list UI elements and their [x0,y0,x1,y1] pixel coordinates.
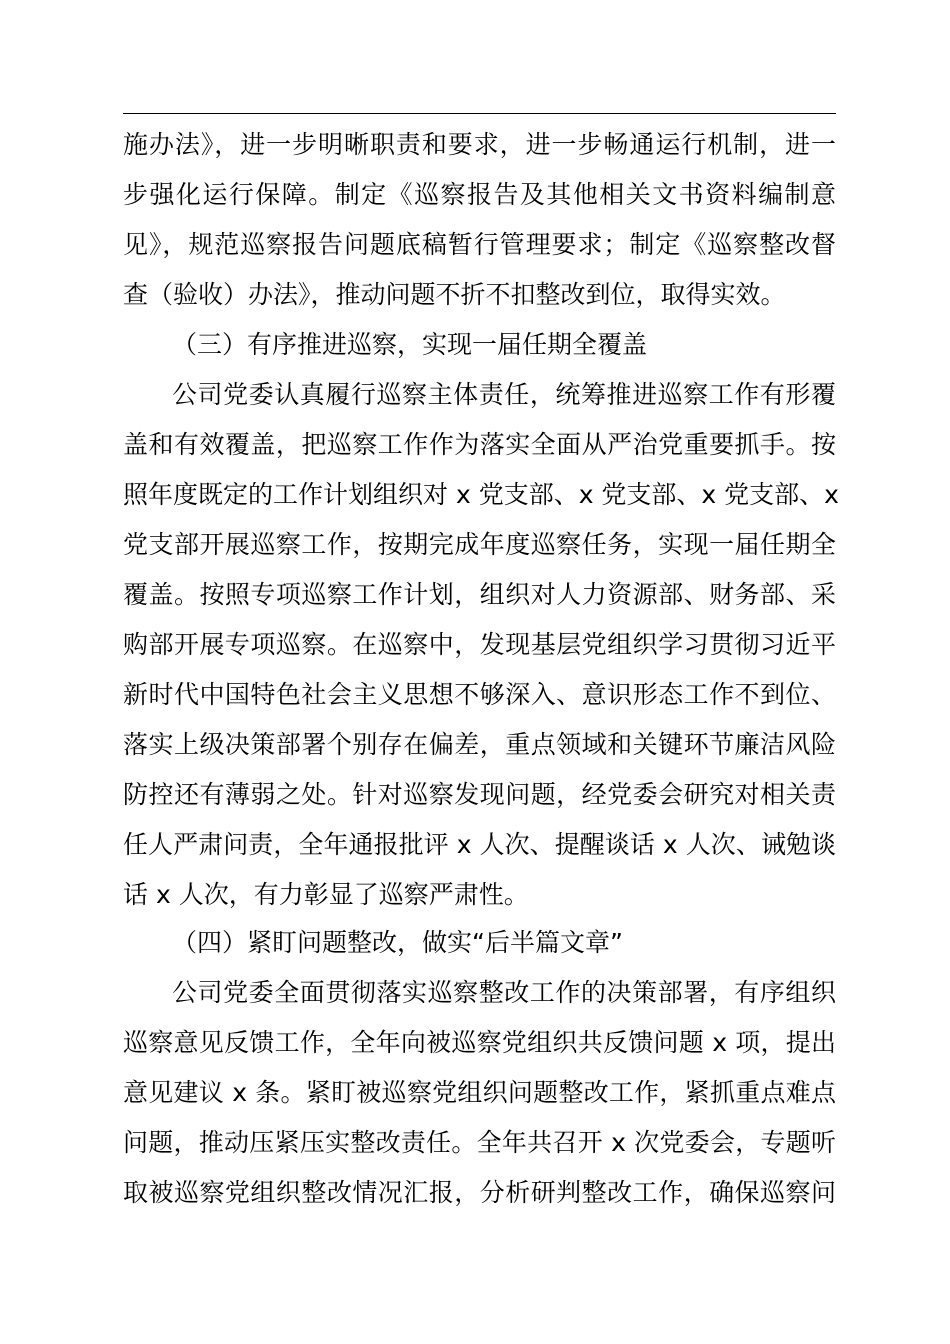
text-line: 任人严肃问责，全年通报批评 x 人次、提醒谈话 x 人次、诫勉谈 [123,830,836,859]
text-line: 见》，规范巡察报告问题底稿暂行管理要求；制定《巡察整改督 [123,230,836,259]
text-line: 照年度既定的工作计划组织对 x 党支部、x 党支部、x 党支部、x [123,480,839,509]
text-line: 新时代中国特色社会主义思想不够深入、意识形态工作不到位、 [123,680,836,709]
text-line: 覆盖。按照专项巡察工作计划，组织对人力资源部、财务部、采 [123,580,836,609]
text-line: 施办法》，进一步明晰职责和要求，进一步畅通运行机制，进一 [123,130,836,159]
text-line: 防控还有薄弱之处。针对巡察发现问题，经党委会研究对相关责 [123,780,836,809]
text-line: 购部开展专项巡察。在巡察中，发现基层党组织学习贯彻习近平 [123,630,836,659]
section-heading: （三）有序推进巡察，实现一届任期全覆盖 [172,330,648,359]
text-line: 意见建议 x 条。紧盯被巡察党组织问题整改工作，紧抓重点难点 [123,1078,836,1107]
text-line: 话 x 人次，有力彰显了巡察严肃性。 [123,880,529,909]
text-line: 步强化运行保障。制定《巡察报告及其他相关文书资料编制意 [123,180,836,209]
text-line: 公司党委认真履行巡察主体责任，统筹推进巡察工作有形覆 [172,380,836,409]
header-rule [123,113,836,114]
text-line: 落实上级决策部署个别存在偏差，重点领域和关键环节廉洁风险 [123,730,836,759]
text-line: 取被巡察党组织整改情况汇报，分析研判整改工作，确保巡察问 [123,1178,836,1207]
section-heading: （四）紧盯问题整改，做实“后半篇文章” [172,928,623,957]
text-line: 公司党委全面贯彻落实巡察整改工作的决策部署，有序组织 [172,978,836,1007]
text-line: 盖和有效覆盖，把巡察工作作为落实全面从严治党重要抓手。按 [123,430,836,459]
text-line: 党支部开展巡察工作，按期完成年度巡察任务，实现一届任期全 [123,530,836,559]
text-line: 巡察意见反馈工作，全年向被巡察党组织共反馈问题 x 项，提出 [123,1028,836,1057]
text-line: 查（验收）办法》，推动问题不折不扣整改到位，取得实效。 [123,280,786,309]
text-line: 问题，推动压紧压实整改责任。全年共召开 x 次党委会，专题听 [123,1128,836,1157]
